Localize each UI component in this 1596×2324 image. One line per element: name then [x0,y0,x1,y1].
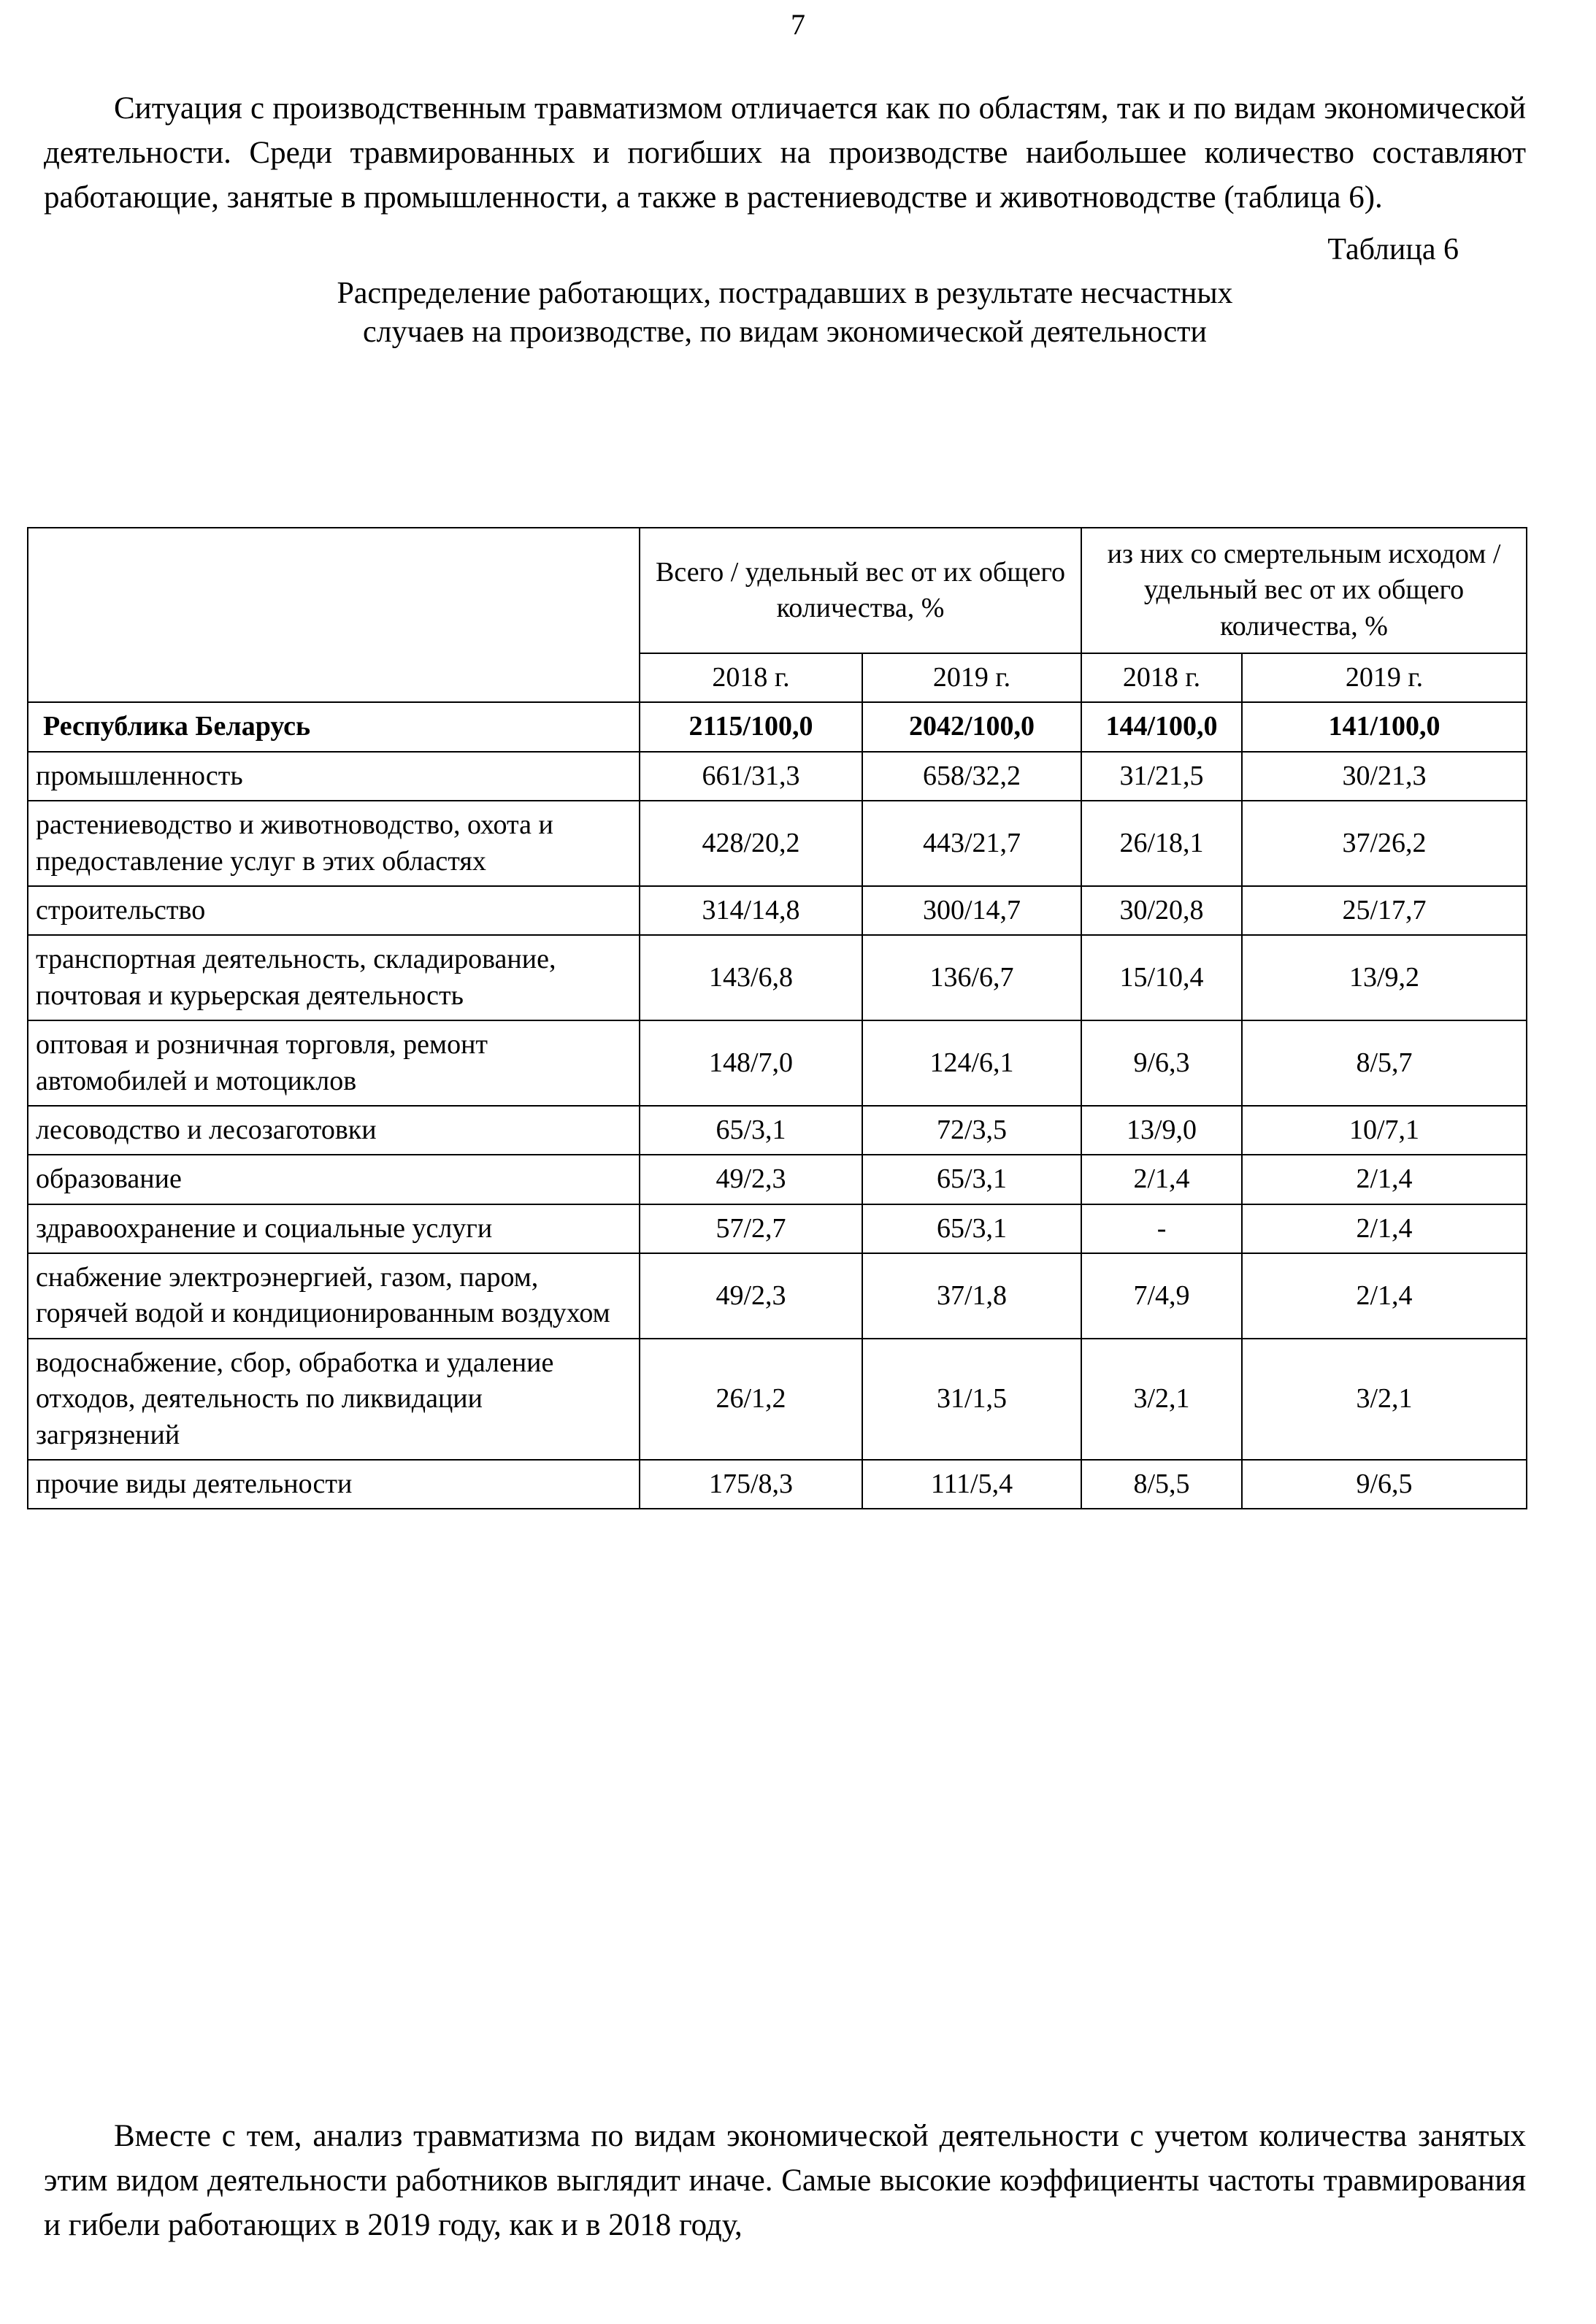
row-total-2018: 49/2,3 [640,1253,862,1339]
row-total-2019: 300/14,7 [862,886,1081,935]
table-header-row-groups [28,528,1527,653]
row-activity-name: строительство [28,886,640,935]
table-row [28,1253,1527,1339]
row-fatal-2019: 9/6,5 [1242,1460,1527,1509]
row-total-2018: 661/31,3 [640,752,862,801]
row-activity-name: прочие виды деятельности [28,1460,640,1509]
row-total-2019: 31/1,5 [862,1339,1081,1460]
table-row [28,1204,1527,1253]
table-label: Таблица 6 [1327,233,1459,267]
row-total-2019: 65/3,1 [862,1155,1081,1204]
row-total-2018: 148/7,0 [640,1020,862,1106]
table-row [28,1106,1527,1155]
table-head [28,528,1527,702]
row-total-2019: 72/3,5 [862,1106,1081,1155]
table-row [28,1460,1527,1509]
header-group-total: Всего / удельный вес от их общего количества, % [640,528,1081,653]
header-year-fatal-2018: 2018 г. [1081,653,1242,702]
row-total-2019: 658/32,2 [862,752,1081,801]
row-activity-name: образование [28,1155,640,1204]
row-activity-name: лесоводство и лесозаготовки [28,1106,640,1155]
closing-paragraph: Вместе с тем, анализ травматизма по видам экономической деятельности с учетом количества занятых этим видом деятельности работников выглядит иначе. Самые высокие коэффициенты частоты травмирования и гибели работающих в 2019 году, как и в 2018 году, [44,2119,1526,2243]
row-total-2019: 2042/100,0 [862,702,1081,751]
header-year-total-2019: 2019 г. [862,653,1081,702]
table-row [28,1339,1527,1460]
table-row [28,1155,1527,1204]
statistics-table-container [27,527,1526,1509]
row-fatal-2019: 8/5,7 [1242,1020,1527,1106]
row-activity-name: Республика Беларусь [28,702,640,751]
row-fatal-2019: 30/21,3 [1242,752,1527,801]
statistics-table [27,527,1527,1509]
row-activity-name: растениеводство и животноводство, охота и предоставление услуг в этих областях [28,801,640,886]
row-fatal-2019: 10/7,1 [1242,1106,1527,1155]
row-fatal-2018: - [1081,1204,1242,1253]
table-body [28,702,1527,1509]
row-activity-name: здравоохранение и социальные услуги [28,1204,640,1253]
header-year-fatal-2019: 2019 г. [1242,653,1527,702]
table-row [28,801,1527,886]
row-activity-name: промышленность [28,752,640,801]
table-row [28,1020,1527,1106]
row-fatal-2019: 13/9,2 [1242,935,1527,1020]
row-total-2018: 314/14,8 [640,886,862,935]
row-fatal-2018: 2/1,4 [1081,1155,1242,1204]
closing-section [44,2114,1526,2247]
row-fatal-2018: 8/5,5 [1081,1460,1242,1509]
row-total-2018: 143/6,8 [640,935,862,1020]
table-caption-line-1: Распределение работающих, пострадавших в результате несчастных [337,276,1233,310]
row-total-2018: 26/1,2 [640,1339,862,1460]
table-row [28,886,1527,935]
row-total-2019: 124/6,1 [862,1020,1081,1106]
row-total-2019: 136/6,7 [862,935,1081,1020]
row-total-2018: 49/2,3 [640,1155,862,1204]
row-fatal-2018: 7/4,9 [1081,1253,1242,1339]
row-fatal-2018: 31/21,5 [1081,752,1242,801]
row-fatal-2019: 3/2,1 [1242,1339,1527,1460]
row-fatal-2019: 37/26,2 [1242,801,1527,886]
row-fatal-2019: 25/17,7 [1242,886,1527,935]
row-activity-name: транспортная деятельность, складирование, почтовая и курьерская деятельность [28,935,640,1020]
table-caption-line-2: случаев на производстве, по видам экономической деятельности [363,315,1207,350]
row-total-2019: 111/5,4 [862,1460,1081,1509]
intro-paragraph: Ситуация с производственным травматизмом отличается как по областям, так и по видам экономической деятельности. Среди травмированных и погибших на производстве наибольшее количество составляют работающие, занятые в промышленности, а также в растениеводстве и животноводстве (таблица 6). [44,91,1526,215]
row-total-2018: 175/8,3 [640,1460,862,1509]
row-total-2019: 37/1,8 [862,1253,1081,1339]
header-group-fatal: из них со смертельным исходом / удельный вес от их общего количества, % [1081,528,1527,653]
intro-section [44,86,1526,353]
table-row [28,702,1527,751]
row-activity-name: снабжение электроэнергией, газом, паром, горячей водой и кондиционированным воздухом [28,1253,640,1339]
row-fatal-2019: 141/100,0 [1242,702,1527,751]
row-fatal-2018: 144/100,0 [1081,702,1242,751]
row-total-2019: 443/21,7 [862,801,1081,886]
page-number: 7 [791,8,805,41]
row-fatal-2018: 15/10,4 [1081,935,1242,1020]
row-fatal-2019: 2/1,4 [1242,1204,1527,1253]
row-total-2019: 65/3,1 [862,1204,1081,1253]
table-row [28,752,1527,801]
row-fatal-2018: 30/20,8 [1081,886,1242,935]
row-activity-name: оптовая и розничная торговля, ремонт автомобилей и мотоциклов [28,1020,640,1106]
row-fatal-2018: 26/18,1 [1081,801,1242,886]
row-fatal-2018: 3/2,1 [1081,1339,1242,1460]
row-total-2018: 428/20,2 [640,801,862,886]
row-total-2018: 57/2,7 [640,1204,862,1253]
row-fatal-2018: 13/9,0 [1081,1106,1242,1155]
table-row [28,935,1527,1020]
row-fatal-2019: 2/1,4 [1242,1155,1527,1204]
row-total-2018: 65/3,1 [640,1106,862,1155]
row-fatal-2018: 9/6,3 [1081,1020,1242,1106]
header-year-total-2018: 2018 г. [640,653,862,702]
row-fatal-2019: 2/1,4 [1242,1253,1527,1339]
table-caption [44,274,1526,353]
row-total-2018: 2115/100,0 [640,702,862,751]
row-activity-name: водоснабжение, сбор, обработка и удаление отходов, деятельность по ликвидации загрязнений [28,1339,640,1460]
header-row-label [28,528,640,702]
